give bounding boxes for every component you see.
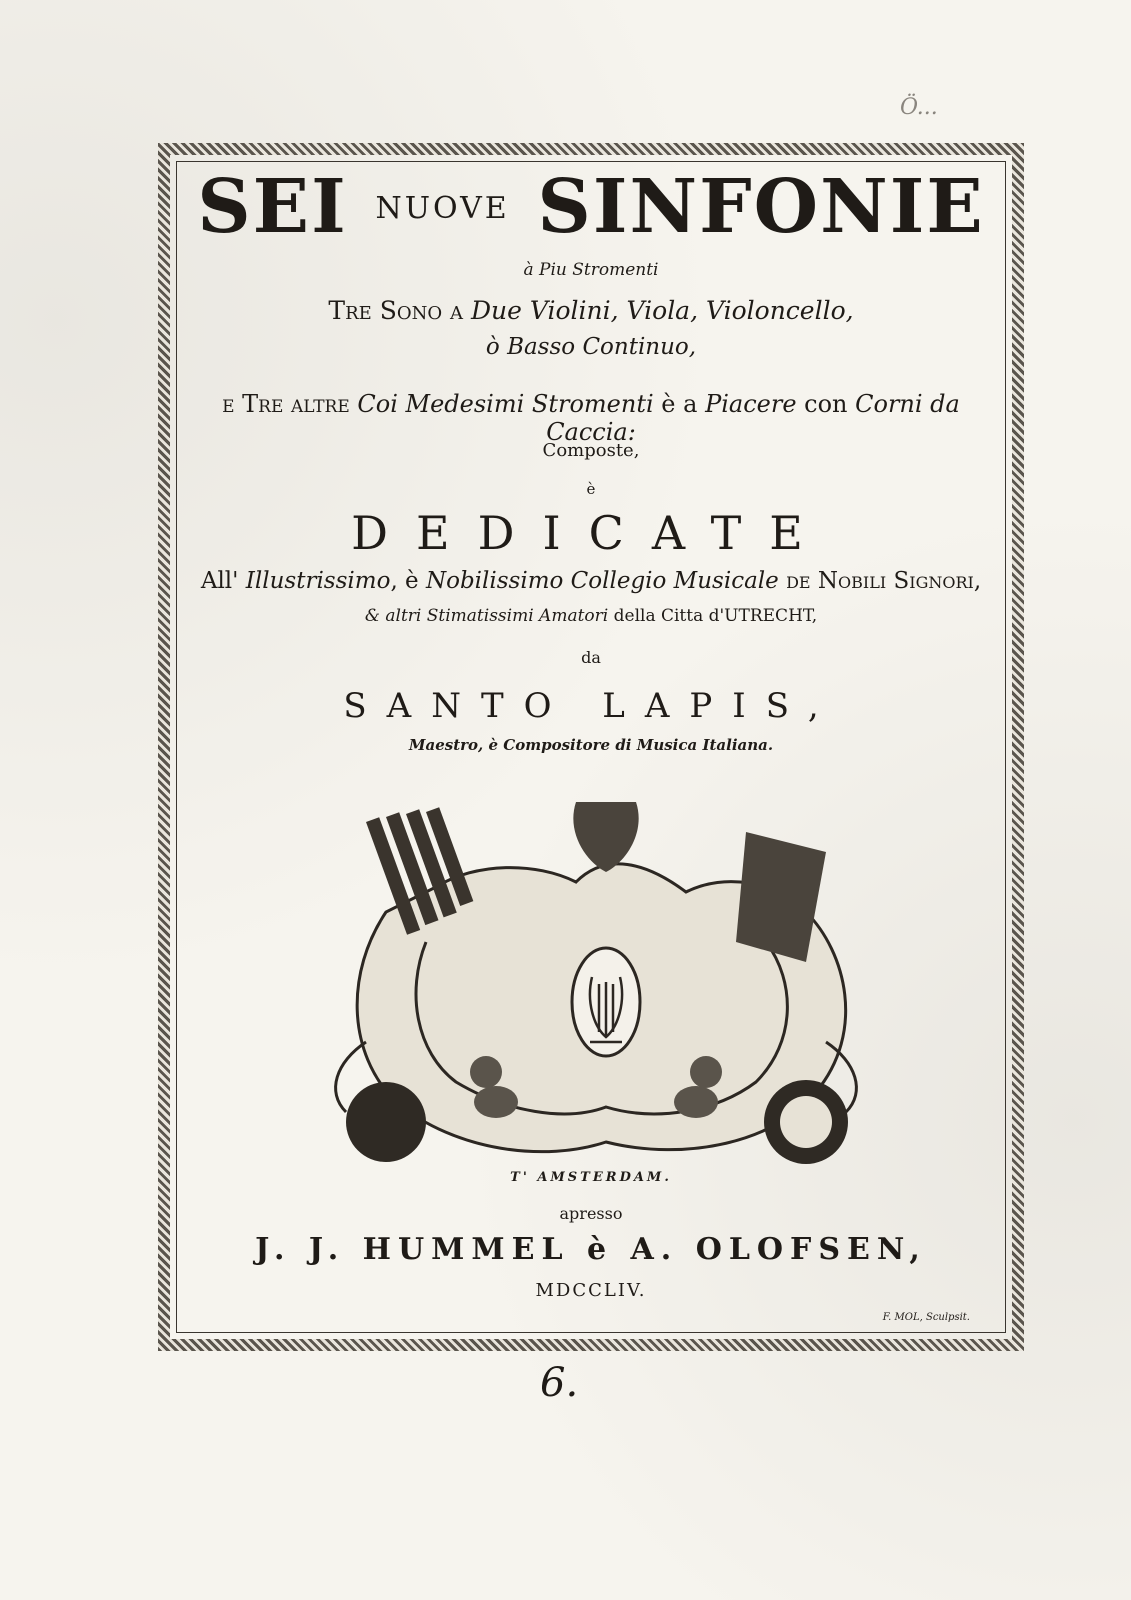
line4-e: de Nobili Signori,: [778, 568, 982, 594]
line3-a: e Tre altre: [222, 390, 358, 418]
line4-d: Nobilissimo Collegio Musicale: [425, 568, 779, 594]
line5-b: della Citta d'UTRECHT,: [608, 606, 818, 626]
author-title: Maestro, è Compositore di Musica Italiana.: [408, 736, 774, 754]
instrumentation-line-2: ò Basso Continuo,: [485, 334, 697, 360]
pencil-mark: Ö...: [900, 95, 938, 120]
line1-b: Due Violini, Viola, Violoncello,: [471, 296, 854, 325]
composte-text: Composte,: [542, 440, 640, 461]
line1-a: Tre Sono a: [328, 296, 471, 325]
line5-a: & altri Stimatissimi Amatori: [364, 606, 609, 626]
title-sinfonie: SINFONIE: [537, 164, 985, 250]
dedication-line-1: [176, 568, 1006, 594]
line4-a: All': [200, 568, 246, 594]
e-text: è: [586, 480, 596, 498]
line3-e: con: [796, 390, 856, 418]
handwritten-number: 6.: [540, 1360, 579, 1406]
main-title: [176, 164, 1006, 250]
line3-d: Piacere: [705, 390, 797, 418]
line3-b: Coi Medesimi Stromenti: [357, 390, 662, 418]
subtitle: à Piu Stromenti: [523, 260, 659, 280]
dedicate-heading: DEDICATE: [351, 506, 831, 560]
da-text: da: [581, 648, 601, 667]
publication-year: MDCCLIV.: [535, 1280, 647, 1301]
instrumentation-line-1: [176, 296, 1006, 325]
city-name: T' AMSTERDAM.: [510, 1170, 672, 1185]
dedication-line-2: [176, 606, 1006, 626]
line3-f: Corni da Caccia:: [546, 390, 960, 446]
instrumentation-line-3: [176, 390, 1006, 446]
line4-b: Illustrissimo: [245, 568, 391, 594]
line4-c: , è: [390, 568, 426, 594]
engraver-credit: F. MOL, Sculpsit.: [882, 1312, 970, 1323]
author-name: SANTO LAPIS,: [343, 686, 839, 726]
apresso-text: apresso: [559, 1204, 623, 1223]
title-nuove: NUOVE: [375, 191, 510, 226]
cartouche-engraving: [306, 792, 886, 1172]
line3-c: è a: [661, 390, 706, 418]
title-sei: SEI: [197, 164, 348, 250]
publisher-name: J. J. HUMMEL è A. OLOFSEN,: [255, 1232, 927, 1267]
